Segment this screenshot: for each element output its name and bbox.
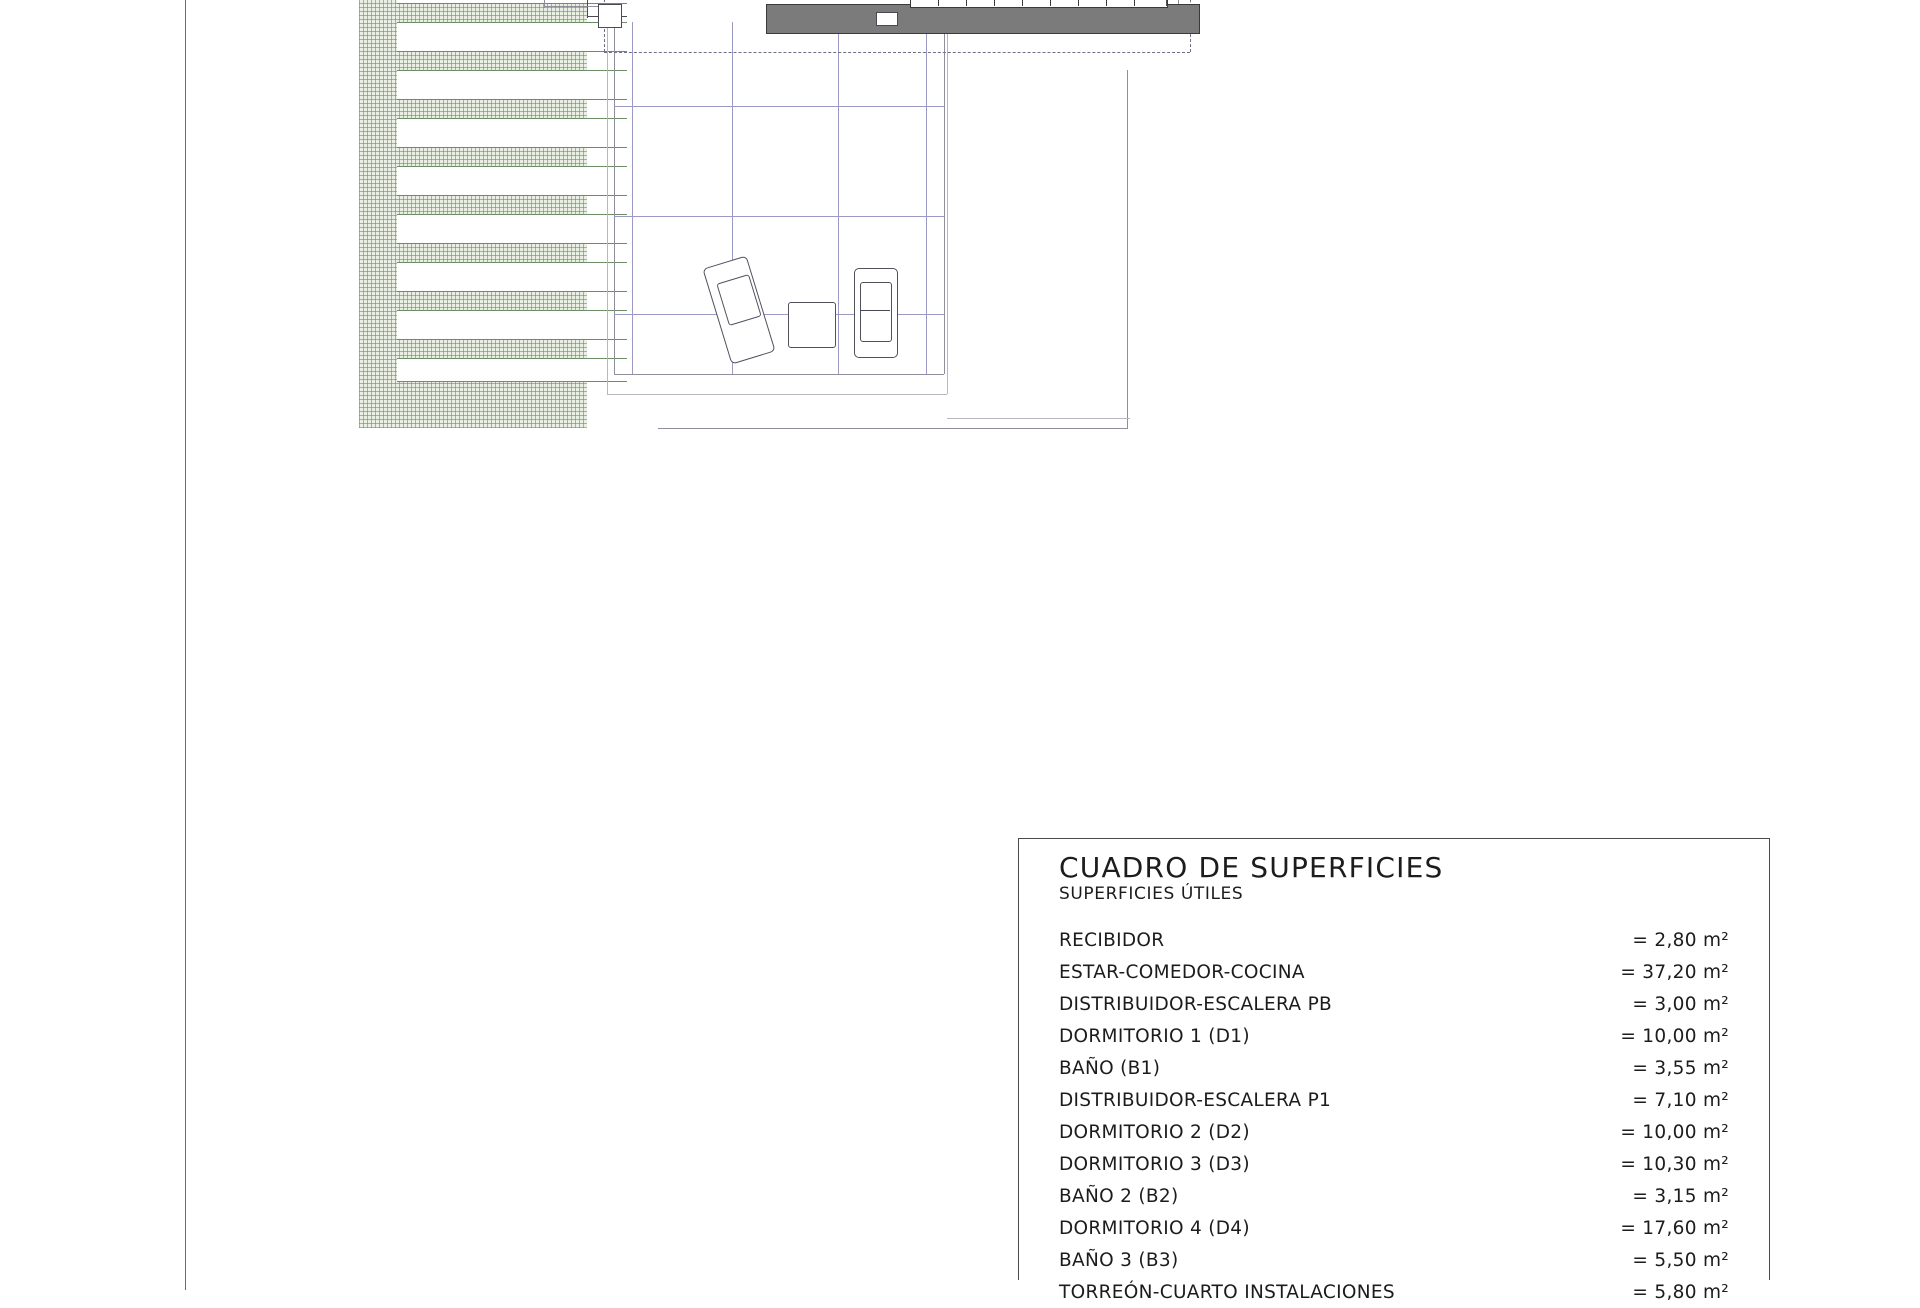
pillar-symbol bbox=[598, 4, 622, 28]
pergola-slat bbox=[397, 70, 627, 100]
table-symbol bbox=[788, 302, 836, 348]
surfaces-list bbox=[1059, 924, 1729, 1308]
surfaces-row bbox=[1059, 1212, 1729, 1244]
surfaces-table bbox=[1018, 838, 1770, 1303]
pergola-slat bbox=[397, 358, 627, 382]
surfaces-row-value: = 2,80 m² bbox=[1632, 929, 1729, 951]
paving-line bbox=[658, 428, 1128, 429]
surfaces-row bbox=[1059, 1180, 1729, 1212]
paving-line bbox=[607, 394, 947, 395]
stair-tread bbox=[1050, 0, 1051, 6]
surfaces-row-label: ESTAR-COMEDOR-COCINA bbox=[1059, 961, 1305, 983]
paving-line bbox=[607, 16, 608, 394]
surfaces-row bbox=[1059, 1244, 1729, 1276]
surfaces-row-value: = 3,15 m² bbox=[1632, 1185, 1729, 1207]
vehicle-detail-line bbox=[860, 310, 890, 311]
surfaces-row-label: BAÑO 2 (B2) bbox=[1059, 1185, 1179, 1207]
stair-tread bbox=[1106, 0, 1107, 6]
surfaces-row bbox=[1059, 1052, 1729, 1084]
surfaces-row bbox=[1059, 956, 1729, 988]
stair-tread bbox=[966, 0, 967, 6]
surfaces-row-label: TORREÓN-CUARTO INSTALACIONES bbox=[1059, 1281, 1395, 1303]
surfaces-table-subtitle: SUPERFICIES ÚTILES bbox=[1059, 884, 1244, 905]
pergola-slat bbox=[397, 118, 627, 148]
surfaces-row-label: DORMITORIO 4 (D4) bbox=[1059, 1217, 1250, 1239]
surfaces-table-title: CUADRO DE SUPERFICIES bbox=[1059, 851, 1444, 884]
projection-line bbox=[604, 52, 1190, 53]
surfaces-row-value: = 10,30 m² bbox=[1620, 1153, 1729, 1175]
surfaces-row bbox=[1059, 988, 1729, 1020]
building-outline bbox=[1178, 0, 1179, 4]
paving-line bbox=[614, 22, 615, 374]
paving-joint bbox=[838, 22, 839, 374]
surfaces-row-label: DORMITORIO 1 (D1) bbox=[1059, 1025, 1250, 1047]
paving-line bbox=[1127, 70, 1128, 428]
surfaces-row-label: DISTRIBUIDOR-ESCALERA P1 bbox=[1059, 1089, 1332, 1111]
paving-line bbox=[947, 418, 1130, 419]
wall-opening-symbol bbox=[876, 12, 898, 26]
floor-plan-drawing bbox=[360, 0, 1490, 520]
paving-line bbox=[944, 22, 945, 374]
pergola-slat bbox=[397, 262, 627, 292]
pergola-slat bbox=[397, 214, 627, 244]
paving-line bbox=[614, 374, 944, 375]
surfaces-row bbox=[1059, 1116, 1729, 1148]
surfaces-row-value: = 17,60 m² bbox=[1620, 1217, 1729, 1239]
surfaces-row bbox=[1059, 1276, 1729, 1308]
stair-tread bbox=[1078, 0, 1079, 6]
surfaces-row-label: RECIBIDOR bbox=[1059, 929, 1165, 951]
paving-joint bbox=[614, 106, 944, 107]
surfaces-row-label: DISTRIBUIDOR-ESCALERA PB bbox=[1059, 993, 1333, 1015]
surfaces-row-value: = 3,55 m² bbox=[1632, 1057, 1729, 1079]
pergola-slat bbox=[397, 0, 627, 4]
surfaces-row-label: DORMITORIO 2 (D2) bbox=[1059, 1121, 1250, 1143]
vehicle-detail bbox=[860, 282, 892, 342]
surfaces-row-label: BAÑO 3 (B3) bbox=[1059, 1249, 1179, 1271]
staircase-symbol bbox=[910, 0, 1168, 8]
stair-tread bbox=[994, 0, 995, 6]
sheet-left-border bbox=[185, 0, 186, 1290]
stair-tread bbox=[938, 0, 939, 6]
paving-joint bbox=[632, 22, 633, 374]
stair-tread bbox=[1134, 0, 1135, 6]
pergola-slat bbox=[397, 22, 627, 52]
paving-joint bbox=[926, 22, 927, 374]
surfaces-row bbox=[1059, 1084, 1729, 1116]
paving-joint bbox=[614, 216, 944, 217]
surfaces-row-label: DORMITORIO 3 (D3) bbox=[1059, 1153, 1250, 1175]
surfaces-row-value: = 5,50 m² bbox=[1632, 1249, 1729, 1271]
surfaces-row-value: = 3,00 m² bbox=[1632, 993, 1729, 1015]
building-outline bbox=[1166, 0, 1167, 6]
pergola-slat bbox=[397, 166, 627, 196]
surfaces-row-value: = 10,00 m² bbox=[1620, 1121, 1729, 1143]
paving-line bbox=[947, 16, 948, 394]
surfaces-row-value: = 5,80 m² bbox=[1632, 1281, 1729, 1303]
surfaces-row-value: = 37,20 m² bbox=[1620, 961, 1729, 983]
building-outline bbox=[544, 6, 604, 7]
surfaces-row bbox=[1059, 1020, 1729, 1052]
stair-tread bbox=[1022, 0, 1023, 6]
surfaces-row-value: = 7,10 m² bbox=[1632, 1089, 1729, 1111]
surfaces-row-value: = 10,00 m² bbox=[1620, 1025, 1729, 1047]
pergola-slat bbox=[397, 310, 627, 340]
surfaces-row-label: BAÑO (B1) bbox=[1059, 1057, 1161, 1079]
surfaces-row bbox=[1059, 1148, 1729, 1180]
terrace-wall bbox=[766, 4, 1200, 34]
surfaces-row bbox=[1059, 924, 1729, 956]
